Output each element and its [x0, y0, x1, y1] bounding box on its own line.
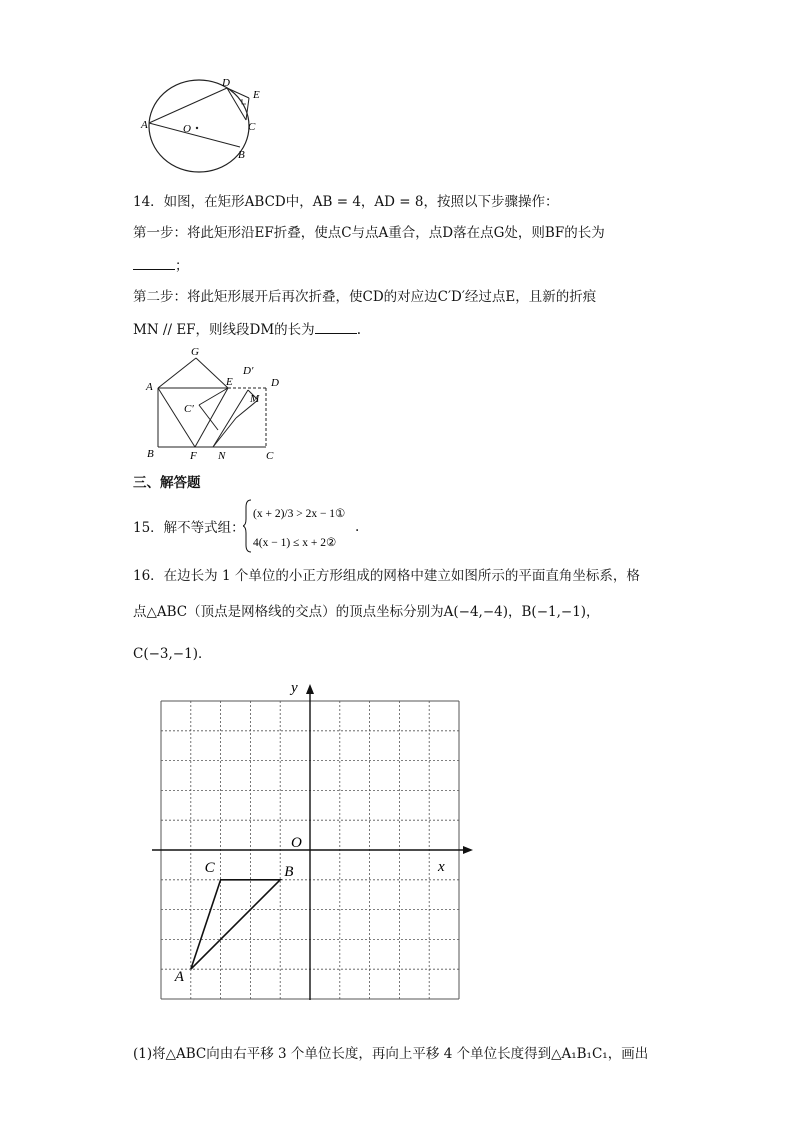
x-axis-label: x: [438, 859, 445, 875]
label-C-prime: C′: [184, 403, 194, 415]
vertex-label-C: C: [204, 859, 215, 876]
label-A: A: [146, 381, 153, 393]
label-M: M: [250, 393, 260, 405]
label-D-prime: D′: [243, 365, 254, 377]
q16-line1: 16．在边长为 1 个单位的小正方形组成的网格中建立如图所示的平面直角坐标系，格: [133, 568, 640, 584]
q14-line3: [133, 255, 189, 275]
label-A: A: [141, 119, 148, 131]
q14-line4: 第二步：将此矩形展开后再次折叠，使CD的对应边C′D′经过点E，且新的折痕: [133, 289, 597, 305]
answer-blank[interactable]: [315, 319, 357, 334]
label-D: D: [222, 77, 230, 89]
q14-line5: [133, 319, 361, 339]
coordinate-grid: [150, 676, 480, 1006]
y-axis-arrow: [306, 684, 314, 694]
label-O: O: [183, 123, 191, 135]
label-D: D: [271, 377, 279, 389]
y-axis-label: y: [291, 680, 298, 696]
label-B: B: [238, 149, 245, 161]
label-E: E: [226, 376, 233, 388]
circle-figure: [140, 76, 270, 180]
q16-line3: C(−3,−1)．: [133, 646, 212, 662]
vertex-label-B: B: [284, 863, 294, 880]
label-E: E: [253, 89, 260, 101]
answer-blank[interactable]: [133, 255, 175, 270]
triangle-ABC: [191, 880, 280, 969]
inequality-1: (x + 2)/3 > 2x − 1①: [253, 508, 346, 520]
q14-line1: 14．如图，在矩形ABCD中，AB = 4，AD = 8，按照以下步骤操作：: [133, 194, 559, 210]
inequality-2: 4(x − 1) ≤ x + 2②: [253, 537, 337, 549]
label-C: C: [266, 450, 274, 462]
q14-line3-text: ；: [175, 258, 189, 274]
x-axis-arrow: [463, 846, 473, 854]
fold-figure: [140, 340, 290, 462]
origin-label: O: [291, 835, 302, 851]
label-C: C: [248, 121, 256, 133]
label-G: G: [191, 346, 199, 358]
q16-part1: (1)将△ABC向由右平移 3 个单位长度，再向上平移 4 个单位长度得到△A₁B₁C₁，画出: [133, 1046, 649, 1062]
inequality-system: [243, 497, 363, 555]
q15-suffix: .: [355, 519, 360, 535]
label-N: N: [218, 450, 226, 462]
section-title: 三、解答题: [133, 475, 201, 491]
q14-line2: 第一步：将此矩形沿EF折叠，使点C与点A重合，点D落在点G处，则BF的长为: [133, 225, 605, 241]
q15-prefix: 15．解不等式组：: [133, 520, 245, 536]
label-F: F: [190, 450, 197, 462]
label-B: B: [147, 448, 154, 460]
q16-line2: 点△ABC（顶点是网格线的交点）的顶点坐标分别为A(−4,−4)，B(−1,−1)，: [133, 604, 600, 620]
q14-line5-end: .: [356, 322, 361, 338]
q14-line5-text: MN // EF，则线段DM的长为: [133, 322, 315, 338]
vertex-label-A: A: [174, 969, 184, 986]
